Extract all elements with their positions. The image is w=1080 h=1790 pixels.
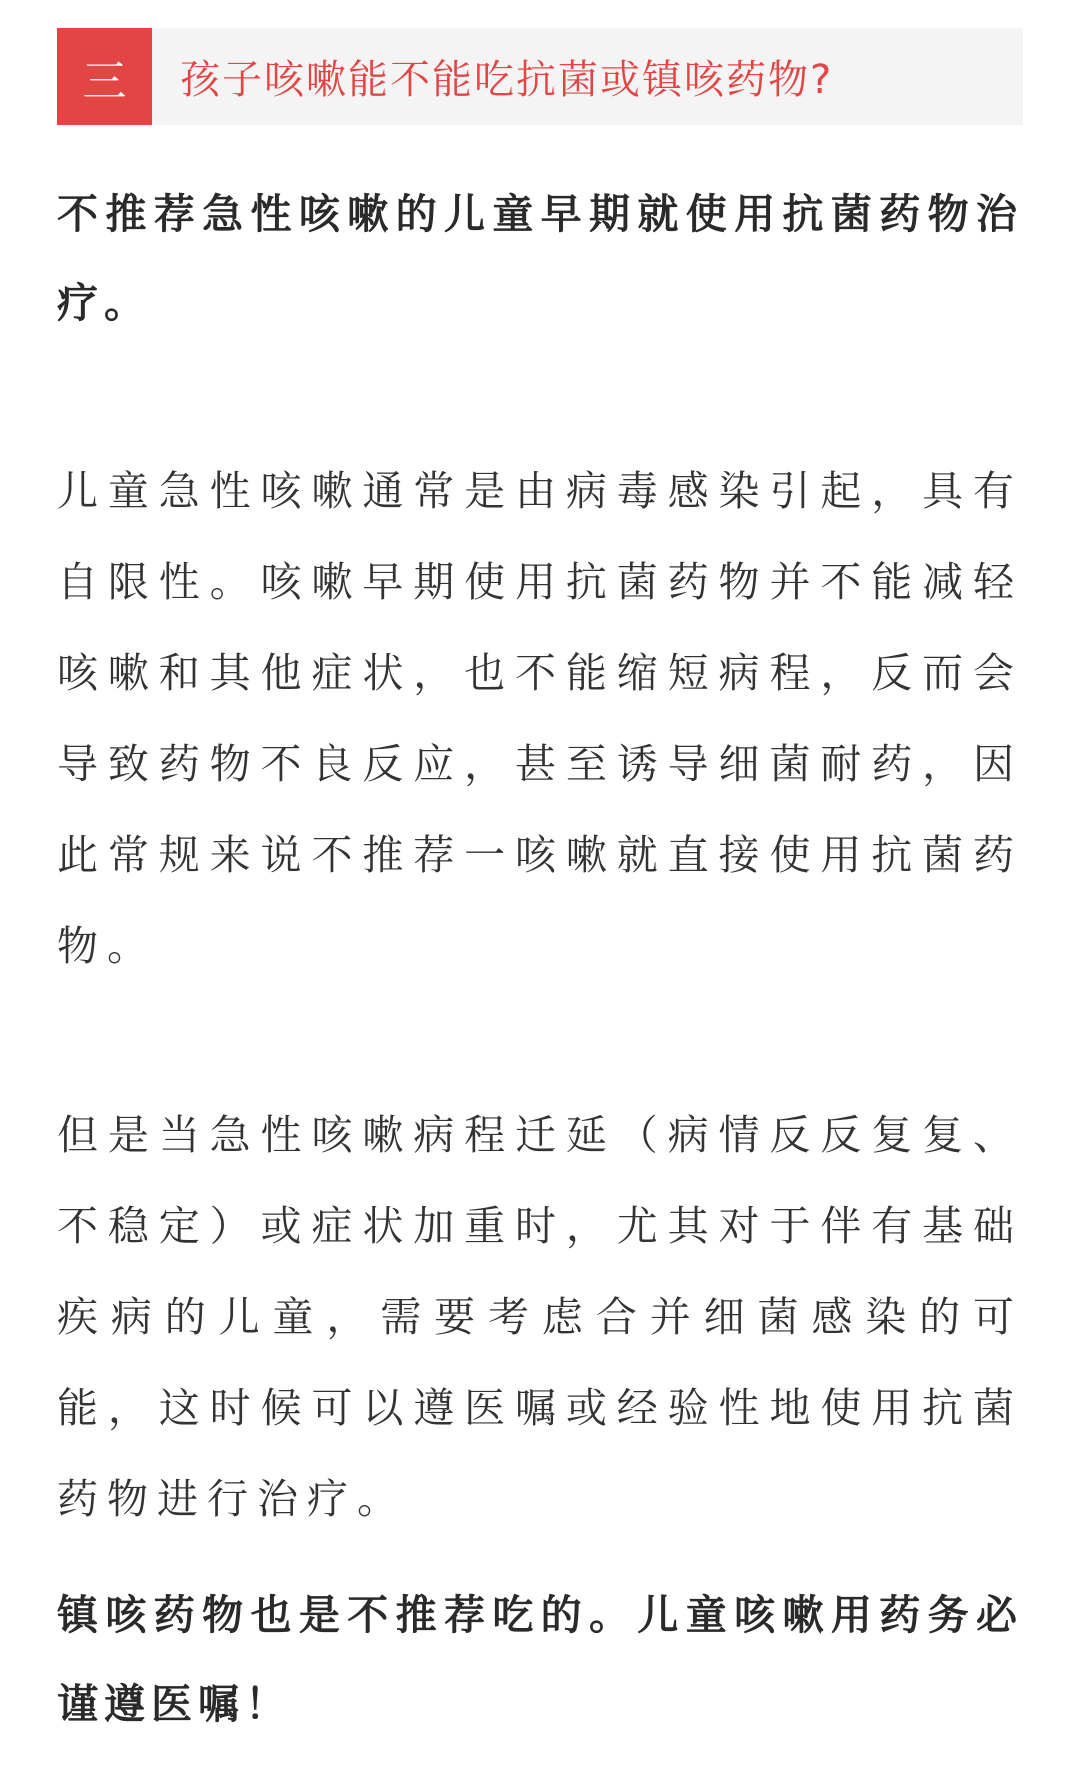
section-title: 孩子咳嗽能不能吃抗菌或镇咳药物? [180, 57, 834, 103]
section-number-badge: 三 [57, 28, 152, 125]
section-header [57, 28, 1023, 125]
paragraph-antibiotics-not-recommended: 不推荐急性咳嗽的儿童早期就使用抗菌药物治疗。 [57, 190, 1023, 327]
paragraph-viral-cause: 儿童急性咳嗽通常是由病毒感染引起，具有自限性。咳嗽早期使用抗菌药物并不能减轻咳嗽和其他症状，也不能缩短病程，反而会导致药物不良反应，甚至诱导细菌耐药，因此常规来说不推荐一咳嗽就直接使用抗菌药物。 [57, 467, 1023, 970]
paragraph-when-antibiotics: 但是当急性咳嗽病程迁延（病情反反复复、不稳定）或症状加重时，尤其对于伴有基础疾病的儿童，需要考虑合并细菌感染的可能，这时候可以遵医嘱或经验性地使用抗菌药物进行治疗。 [57, 1111, 1023, 1523]
paragraph-antitussive-warning: 镇咳药物也是不推荐吃的。儿童咳嗽用药务必谨遵医嘱！ [57, 1591, 1023, 1728]
article-body [57, 170, 1023, 1749]
